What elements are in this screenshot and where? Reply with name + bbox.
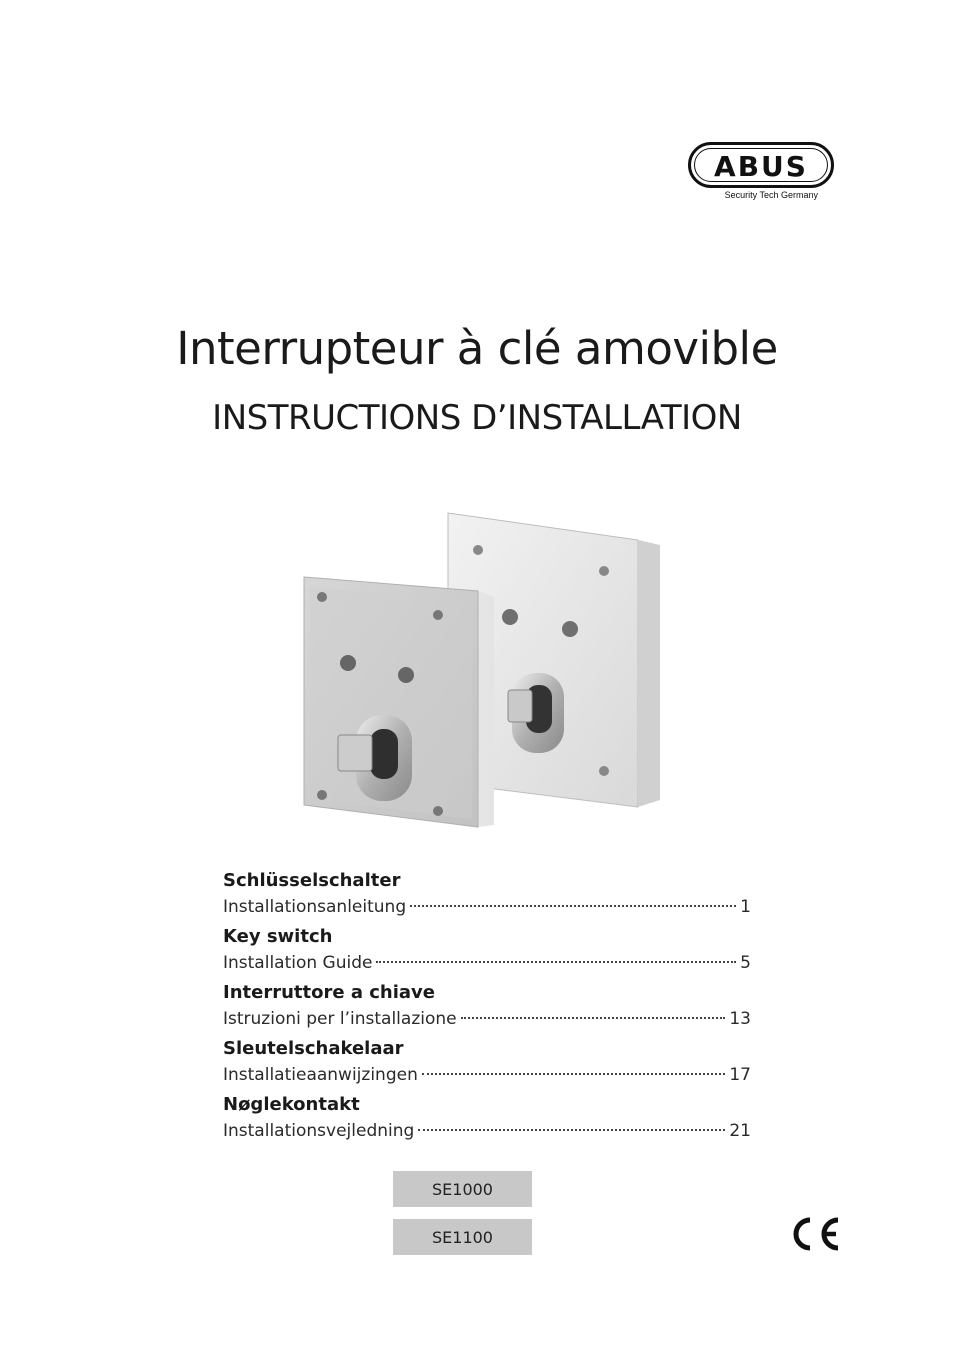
toc-text: Installationsanleitung bbox=[223, 897, 407, 917]
toc-entry-german[interactable] bbox=[223, 868, 751, 924]
document-title: Interrupteur à clé amovible bbox=[176, 322, 778, 375]
abus-logo bbox=[688, 142, 838, 200]
toc-entry-english[interactable] bbox=[223, 924, 751, 980]
toc-line bbox=[223, 1118, 751, 1144]
logo-badge bbox=[688, 142, 834, 188]
toc-text: Installationsvejledning bbox=[223, 1121, 415, 1141]
logo-tagline: Security Tech Germany bbox=[724, 190, 818, 200]
toc-heading: Interruttore a chiave bbox=[223, 982, 435, 1003]
toc-entry-dutch[interactable] bbox=[223, 1036, 751, 1092]
toc-page-number: 13 bbox=[729, 1009, 751, 1029]
toc-text: Installation Guide bbox=[223, 953, 373, 973]
toc-line bbox=[223, 1062, 751, 1088]
toc-page-number: 5 bbox=[740, 953, 751, 973]
logo-wordmark: ABUS bbox=[714, 149, 808, 183]
toc-text: Installatieaanwijzingen bbox=[223, 1065, 418, 1085]
toc-line bbox=[223, 950, 751, 976]
toc-entry-danish[interactable] bbox=[223, 1092, 751, 1148]
toc-leader-dots bbox=[461, 1017, 726, 1019]
ce-mark-icon bbox=[788, 1214, 842, 1254]
table-of-contents bbox=[223, 868, 751, 1148]
toc-line bbox=[223, 894, 751, 920]
model-badge-se1100: SE1100 bbox=[393, 1219, 532, 1255]
toc-page-number: 17 bbox=[729, 1065, 751, 1085]
toc-entry-italian[interactable] bbox=[223, 980, 751, 1036]
toc-leader-dots bbox=[418, 1129, 725, 1131]
toc-line bbox=[223, 1006, 751, 1032]
product-photo bbox=[290, 505, 670, 845]
toc-leader-dots bbox=[422, 1073, 726, 1075]
toc-heading: Nøglekontakt bbox=[223, 1094, 360, 1115]
toc-leader-dots bbox=[410, 905, 736, 907]
toc-heading: Key switch bbox=[223, 926, 333, 947]
toc-leader-dots bbox=[376, 961, 736, 963]
toc-page-number: 1 bbox=[740, 897, 751, 917]
toc-heading: Sleutelschakelaar bbox=[223, 1038, 404, 1059]
toc-text: Istruzioni per l’installazione bbox=[223, 1009, 457, 1029]
document-subtitle: INSTRUCTIONS D’INSTALLATION bbox=[212, 398, 742, 438]
model-badge-se1000: SE1000 bbox=[393, 1171, 532, 1207]
toc-heading: Schlüsselschalter bbox=[223, 870, 401, 891]
surface-mount-switch bbox=[304, 577, 494, 827]
toc-page-number: 21 bbox=[729, 1121, 751, 1141]
